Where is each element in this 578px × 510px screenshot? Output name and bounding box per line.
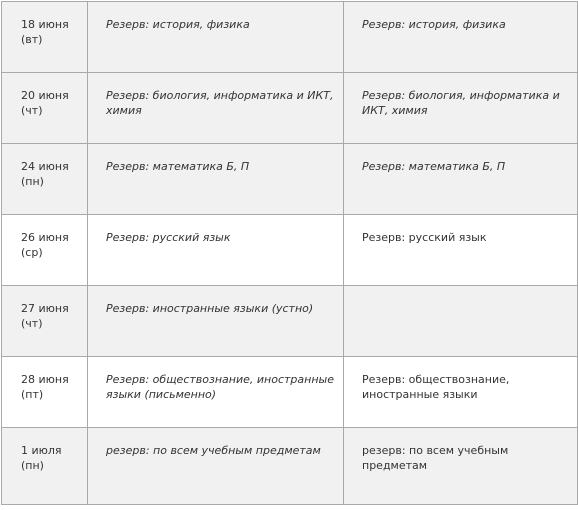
main-period-cell: Резерв: биология, информатика и ИКТ, химия xyxy=(88,73,344,144)
date-cell: 27 июня (чт) xyxy=(2,286,88,357)
additional-period-cell xyxy=(344,286,578,357)
main-period-cell: Резерв: обществознание, иностранные языки (письменно) xyxy=(88,357,344,428)
date-cell: 26 июня (ср) xyxy=(2,215,88,286)
additional-period-cell: Резерв: биология, информатика и ИКТ, химия xyxy=(344,73,578,144)
date-cell: 28 июня (пт) xyxy=(2,357,88,428)
table-row xyxy=(2,73,578,144)
additional-period-cell: Резерв: обществознание, иностранные языки xyxy=(344,357,578,428)
additional-period-cell: Резерв: математика Б, П xyxy=(344,144,578,215)
main-period-cell: Резерв: математика Б, П xyxy=(88,144,344,215)
table-row xyxy=(2,286,578,357)
additional-period-cell: Резерв: русский язык xyxy=(344,215,578,286)
table-row xyxy=(2,144,578,215)
exam-schedule-table xyxy=(1,1,578,505)
main-period-cell: Резерв: русский язык xyxy=(88,215,344,286)
date-cell: 24 июня (пн) xyxy=(2,144,88,215)
main-period-cell: резерв: по всем учебным предметам xyxy=(88,428,344,505)
exam-schedule-body xyxy=(2,2,578,505)
main-period-cell: Резерв: история, физика xyxy=(88,2,344,73)
table-row xyxy=(2,215,578,286)
main-period-cell: Резерв: иностранные языки (устно) xyxy=(88,286,344,357)
table-row xyxy=(2,428,578,505)
date-cell: 18 июня (вт) xyxy=(2,2,88,73)
table-row xyxy=(2,2,578,73)
additional-period-cell: Резерв: история, физика xyxy=(344,2,578,73)
additional-period-cell: резерв: по всем учебным предметам xyxy=(344,428,578,505)
date-cell: 20 июня (чт) xyxy=(2,73,88,144)
date-cell: 1 июля (пн) xyxy=(2,428,88,505)
table-row xyxy=(2,357,578,428)
